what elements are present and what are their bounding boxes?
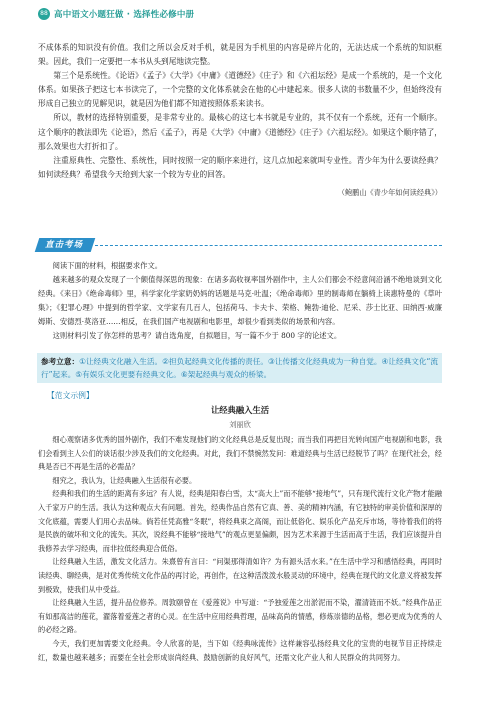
section-banner (37, 238, 442, 252)
page-badge: 88 (38, 8, 50, 20)
essay-paragraph: 今天，我们更加需要文化经典。令人欣喜的是，当下如《经典咏流传》这样兼容弘扬经典文化的宝贵的电视节目正持续走红，数量也越来越多；而要在全社会形成崇尚经典、鼓励创新的良好风气，还需文化产业人和人民群众的共同努力。 (38, 638, 442, 662)
prompt-task: 这则材料引发了你怎样的思考？请自选角度，自拟题目，写一篇不少于 800 字的论述文。 (52, 331, 342, 341)
essay-author: 刘丽欣 (229, 420, 251, 429)
reference-box (37, 353, 442, 383)
paragraph: 不成体系的知识没有价值。我们之所以会反对手机，就是因为手机里的内容是碎片化的，无法达成一个系统的知识框架。因此，我们一定要把一本书从头到尾地读完整。 (38, 43, 442, 67)
reference-text (41, 355, 438, 381)
paragraph: 注重原典性、完整性、系统性，同时按照一定的顺序来进行，这几点加起来就叫专业性。青少年为什么要读经典？如何读经典？希望我今天给到大家一个较为专业的回答。 (38, 155, 442, 179)
sample-label: 【范文示例】 (47, 391, 94, 400)
essay-title: 让经典融入生活 (210, 405, 270, 415)
essay-paragraph: 细心观察诸多优秀的国外剧作，我们不难发现他们的文化经典总是反复出现；而当我们再把目光转向国产电视剧和电影，我们会看到主人公们的谈话很少涉及我们的文化经典。对此，我们不禁惋然发问：难道经典与生活已经脱节了吗？在现代社会，经典是否已不再是生活的必需品？ (38, 435, 442, 472)
intro-section (38, 41, 442, 200)
writing-prompt (38, 259, 442, 344)
banner-label: 直击考场 (45, 240, 84, 250)
essay-paragraph: 经典和我们的生活的距离有多远？有人说，经典是阳春白雪，太“高大上”而不能够“接地气”，只有现代流行文化产物才能融入千家万户的生活。我认为这种观点大有问题。首先，经典作品自然有它真、善、美的精神内涵，有它独特的审美价值和深厚的文化底蕴，需要人们用心去品味。倘若任凭高雅“冬眠”，将经典束之高阁，而让低俗化、娱乐化产品充斥市场，等待着我们的将是民族的破坏和文化的流失。其次，说经典不能够“接地气”的观点更显偏颇，因为艺术来源于生活而高于生活，我们应该提升自我修养去学习经典，而非拉低经典迎合低俗。 (38, 489, 442, 553)
prompt-material: 越来越多的观众发现了一个颇值得深思的现象：在诸多高收视率国外剧作中，主人公们都会不经意间沿涵不绝地谈到文化经典。《来日》《绝命毒师》里，科学家化学家奶奶妈的话题是马克·吐温；《绝命毒师》里的制毒师在躺椅上读惠特曼的《草叶集》；《犯罪心理》中提到的哲学家、文学家有几百人，包括荷马、卡夫卡、荣格、鲍勃·迪伦、尼采、莎士比亚、田纳西·威廉姆斯、安德烈·莫洛亚……相反，在我们国产电视剧和电影里，却很少看到类似的场景和内容。 (38, 275, 442, 327)
reference-label: 参考立意： (41, 357, 80, 366)
essay-body (38, 433, 442, 664)
book-title: 高中语文小题狂做 · 选择性必修中册 (54, 10, 195, 20)
essay-paragraph: 让经典融入生活，提升品位修养。周敦颐曾在《爱莲说》中写道：“予独爱莲之出淤泥而不染，濯清涟而不妖。”经典作品正有如那高洁的莲花，濯落着爱莲之者的心灵。在生活中应用经典哲理，品味高尚的情感，修炼崇德的品格，想必更成为优秀的人的必经之路。 (38, 598, 442, 635)
essay-paragraph: 细究之，我认为，让经典融入生活很有必要。 (52, 475, 197, 485)
essay-paragraph: 让经典融入生活，激发文化活力。朱熹曾有言曰：“问渠那得清如许？为有源头活水来。”在生活中学习和感悟经典，再同时读经典、聊经典，是对优秀传统文化作品的再讨论，再创作，在这种活泼泼水般灵动的环境中，经典在现代的文化意义将被发挥到极致，使我们从中受益。 (38, 557, 442, 594)
attribution: （鲍鹏山《青少年如何读经典》） (337, 187, 442, 197)
paragraph: 第三个是系统性。《论语》《孟子》《大学》《中庸》《道德经》《庄子》和《六祖坛经》是成一个系统的，是一个文化体系。如果孩子把这七本书读完了，一个完整的文化体系就会在他的心中建起来。很多人读的书数量不少，但始终没有形成自己独立的见解见识，就是因为他们都不知道按照体系来读书。 (38, 71, 442, 109)
banner-divider (95, 245, 442, 246)
page-header (38, 8, 194, 20)
prompt-intro: 阅读下面的材料，根据要求作文。 (52, 261, 163, 270)
reference-content: ①让经典文化融入生活。②担负起经典文化传播的责任。③让传播文化经典成为一种自觉。④让经典文化“流行”起来。⑤有娱乐文化更要有经典文化。⑥架起经典与观众的桥梁。 (41, 357, 439, 379)
paragraph: 所以，教材的选择特别重要，是非常专业的。最核心的这七本书就是专业的，其不仅有一个系统，还有一个顺序。这个顺序的教法即先《论语》，然后《孟子》，再是《大学》《中庸》《道德经》《庄子》《六祖坛经》。如果这个顺序错了，那么效果也大打折扣了。 (38, 113, 442, 151)
